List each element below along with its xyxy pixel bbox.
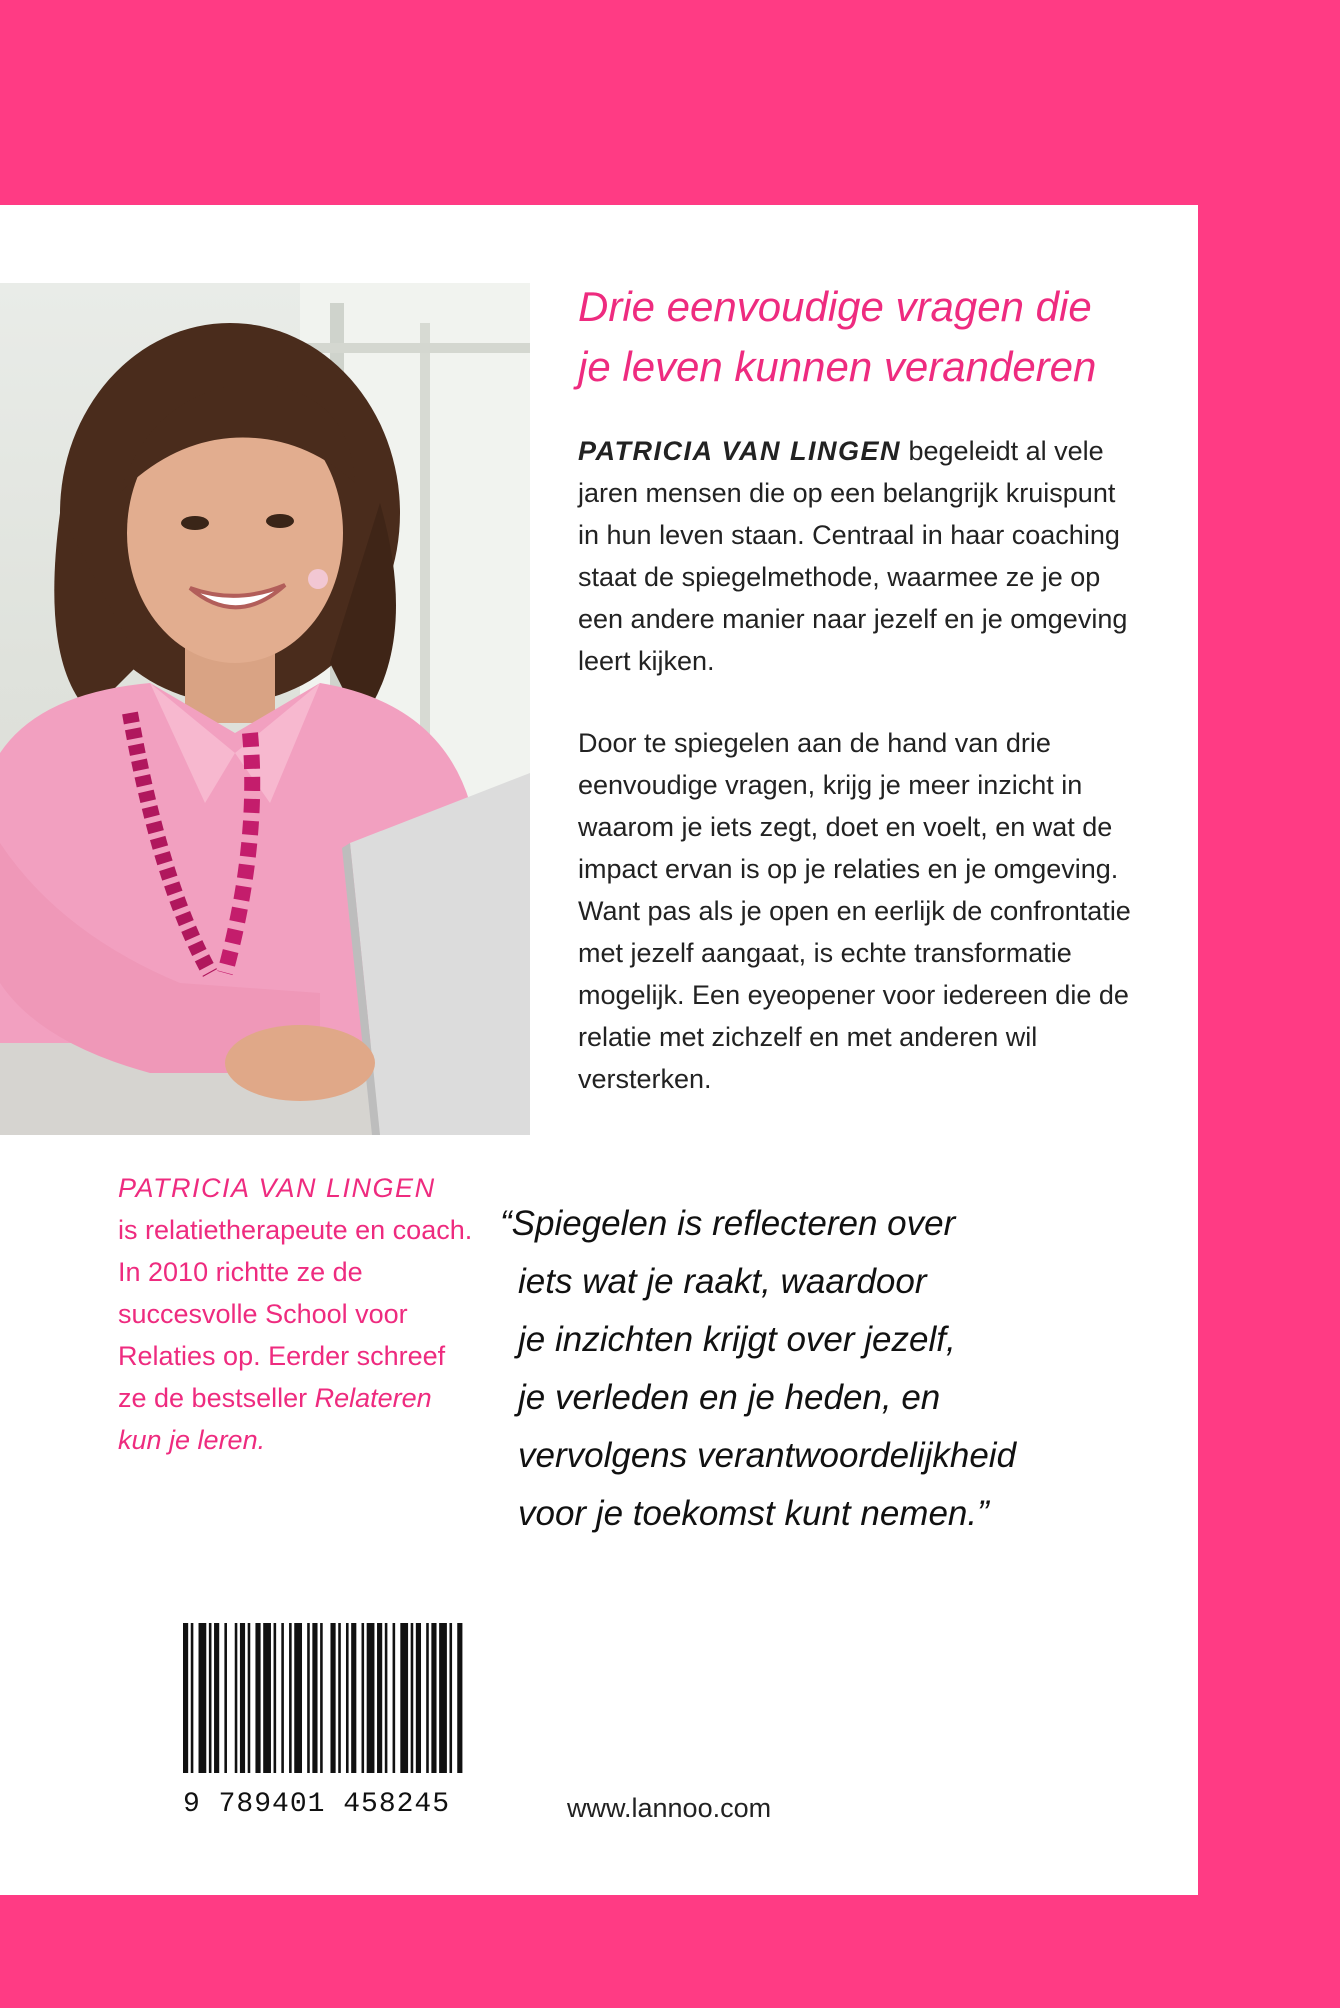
- barcode-bar: [199, 1623, 207, 1773]
- barcode-bar: [289, 1623, 292, 1773]
- barcode-bar: [255, 1623, 260, 1773]
- barcode-bar: [426, 1623, 429, 1773]
- barcode-bar: [362, 1623, 365, 1773]
- author-bio: [118, 1167, 478, 1461]
- blurb-paragraph-1: [578, 430, 1138, 682]
- headline-line-1: Drie eenvoudige vragen die: [578, 283, 1092, 330]
- blurb-paragraph-1-text: begeleidt al vele jaren mensen die op een belangrijk kruispunt in hun leven staan. Centraal in haar coaching staat de spiegelmethode, waarmee ze je op een andere manier naar jezelf en je omgeving leert kijken.: [578, 436, 1128, 676]
- barcode-bar: [274, 1623, 277, 1773]
- barcode-bar: [338, 1623, 341, 1773]
- barcode-bar: [400, 1623, 408, 1773]
- barcode: [183, 1623, 465, 1773]
- quote-line: iets wat je raakt, waardoor: [518, 1262, 927, 1301]
- barcode-bar: [191, 1623, 194, 1773]
- barcode-bar: [439, 1623, 447, 1773]
- headline: [578, 277, 1178, 397]
- quote-line: “Spiegelen is reflecteren over: [500, 1204, 956, 1243]
- barcode-bar: [377, 1623, 382, 1773]
- barcode-bar: [330, 1623, 335, 1773]
- cover-panel: [0, 205, 1198, 1895]
- barcode-bar: [367, 1623, 375, 1773]
- blurb-paragraph-2: Door te spiegelen aan de hand van drie eenvoudige vragen, krijg je meer inzicht in waarom je iets zegt, doet en voelt, en wat de impact ervan is op je relaties en je omgeving. Want pas als je open en eerlijk de confrontatie met jezelf aangaat, is echte transformatie mogelijk. Een eyeopener voor iedereen die de relatie met zichzelf en met anderen wil versterken.: [578, 728, 1131, 1094]
- quote-line: vervolgens verantwoordelijkheid: [518, 1436, 1017, 1475]
- barcode-bar: [351, 1623, 356, 1773]
- barcode-bar: [307, 1623, 310, 1773]
- publisher-website: www.lannoo.com: [567, 1793, 772, 1823]
- pull-quote: [500, 1195, 1140, 1543]
- quote-line: je verleden en je heden, en: [518, 1378, 941, 1417]
- barcode-bar: [224, 1623, 227, 1773]
- barcode-bar: [214, 1623, 219, 1773]
- blurb: [578, 430, 1138, 1140]
- barcode-bar: [312, 1623, 317, 1773]
- headline-line-2: je leven kunnen veranderen: [578, 343, 1097, 390]
- barcode-bar: [431, 1623, 436, 1773]
- barcode-bar: [393, 1623, 396, 1773]
- barcode-bar: [346, 1623, 349, 1773]
- author-bio-name: PATRICIA VAN LINGEN: [118, 1173, 436, 1203]
- barcode-bar: [263, 1623, 271, 1773]
- barcode-bar: [294, 1623, 302, 1773]
- quote-line: voor je toekomst kunt nemen.”: [518, 1494, 989, 1533]
- barcode-number: 9 789401 458245: [183, 1789, 451, 1820]
- author-name-inline: PATRICIA VAN LINGEN: [578, 436, 901, 466]
- barcode-bar: [235, 1623, 238, 1773]
- quote-line: je inzichten krijgt over jezelf,: [518, 1320, 956, 1359]
- barcode-bar: [248, 1623, 251, 1773]
- barcode-bar: [320, 1623, 323, 1773]
- barcode-bar: [449, 1623, 452, 1773]
- barcode-bar: [416, 1623, 421, 1773]
- author-bio-text: is relatietherapeute en coach. In 2010 richtte ze de succesvolle School voor Relaties op. Eerder schreef ze de bestseller: [118, 1215, 473, 1413]
- barcode-bar: [411, 1623, 414, 1773]
- author-photo: [0, 283, 530, 1135]
- book-title: Relateren kun je leren.: [118, 1383, 432, 1455]
- barcode-bar: [240, 1623, 245, 1773]
- barcode-bar: [183, 1623, 188, 1773]
- barcode-bar: [385, 1623, 388, 1773]
- barcode-bar: [209, 1623, 212, 1773]
- barcode-bar: [457, 1623, 462, 1773]
- barcode-bar: [281, 1623, 284, 1773]
